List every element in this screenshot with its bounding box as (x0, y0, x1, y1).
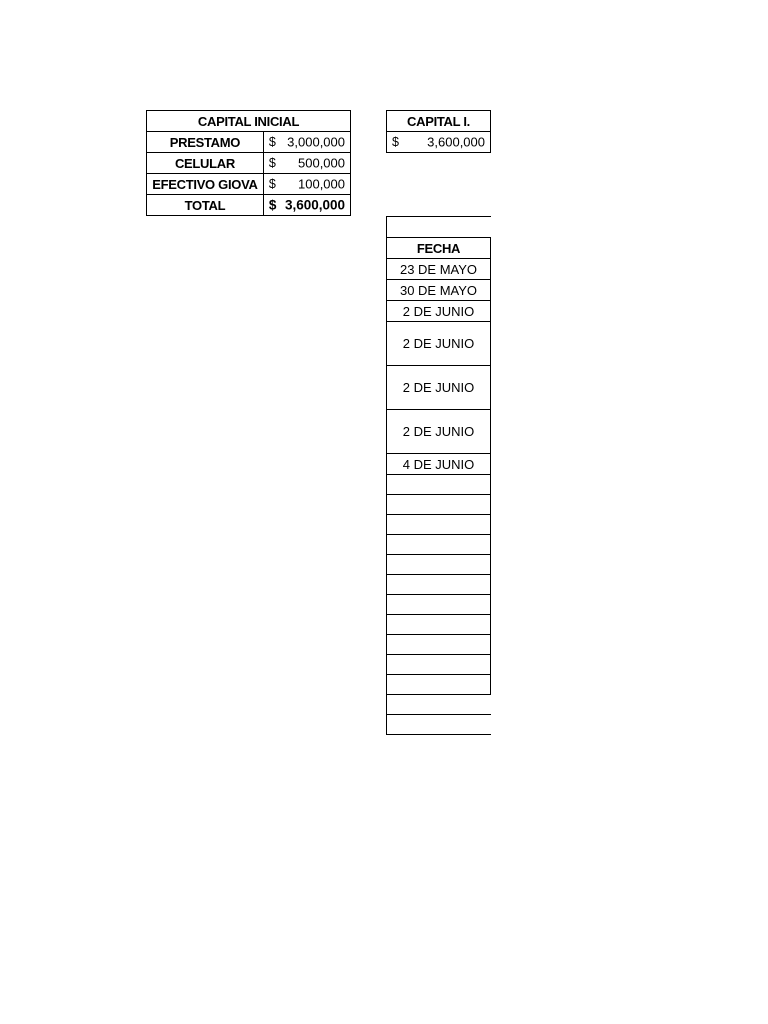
date-cell: 2 DE JUNIO (387, 322, 491, 366)
currency-symbol: $ (268, 134, 276, 149)
empty-cell (387, 217, 491, 238)
empty-cell (387, 675, 491, 695)
empty-cell (387, 595, 491, 615)
prestamo-amount: 3,000,000 (287, 134, 345, 150)
empty-cell (387, 575, 491, 595)
date-cell: 4 DE JUNIO (387, 454, 491, 475)
empty-cell (387, 475, 491, 495)
empty-cell (387, 495, 491, 515)
celular-amount: 500,000 (298, 155, 345, 171)
efectivo-giova-amount: 100,000 (298, 176, 345, 192)
celular-amount-cell (263, 153, 350, 174)
date-cell: 2 DE JUNIO (387, 301, 491, 322)
capital-i-title: CAPITAL I. (387, 111, 491, 132)
prestamo-label: PRESTAMO (147, 132, 264, 153)
currency-symbol: $ (392, 134, 399, 149)
empty-cell (387, 515, 491, 535)
currency-symbol: $ (268, 155, 276, 170)
total-amount-cell (263, 195, 350, 216)
empty-cell (387, 535, 491, 555)
capital-inicial-table (146, 110, 351, 216)
date-cell: 30 DE MAYO (387, 280, 491, 301)
capital-inicial-title: CAPITAL INICIAL (147, 111, 351, 132)
celular-label: CELULAR (147, 153, 264, 174)
prestamo-amount-cell (263, 132, 350, 153)
total-amount: 3,600,000 (284, 197, 345, 213)
empty-cell (387, 615, 491, 635)
empty-cell (387, 655, 491, 675)
empty-cell (387, 715, 491, 735)
efectivo-giova-amount-cell (263, 174, 350, 195)
empty-cell (387, 555, 491, 575)
currency-symbol: $ (268, 197, 277, 213)
capital-i-amount-cell (387, 132, 491, 153)
date-cell: 2 DE JUNIO (387, 366, 491, 410)
efectivo-giova-label: EFECTIVO GIOVA (147, 174, 264, 195)
fecha-header: FECHA (387, 238, 491, 259)
capital-i-table (386, 110, 491, 153)
total-label: TOTAL (147, 195, 264, 216)
date-cell: 23 DE MAYO (387, 259, 491, 280)
empty-cell (387, 635, 491, 655)
date-cell: 2 DE JUNIO (387, 410, 491, 454)
capital-i-amount: 3,600,000 (427, 134, 485, 150)
empty-cell (387, 695, 491, 715)
currency-symbol: $ (268, 176, 276, 191)
fecha-table (386, 216, 491, 735)
